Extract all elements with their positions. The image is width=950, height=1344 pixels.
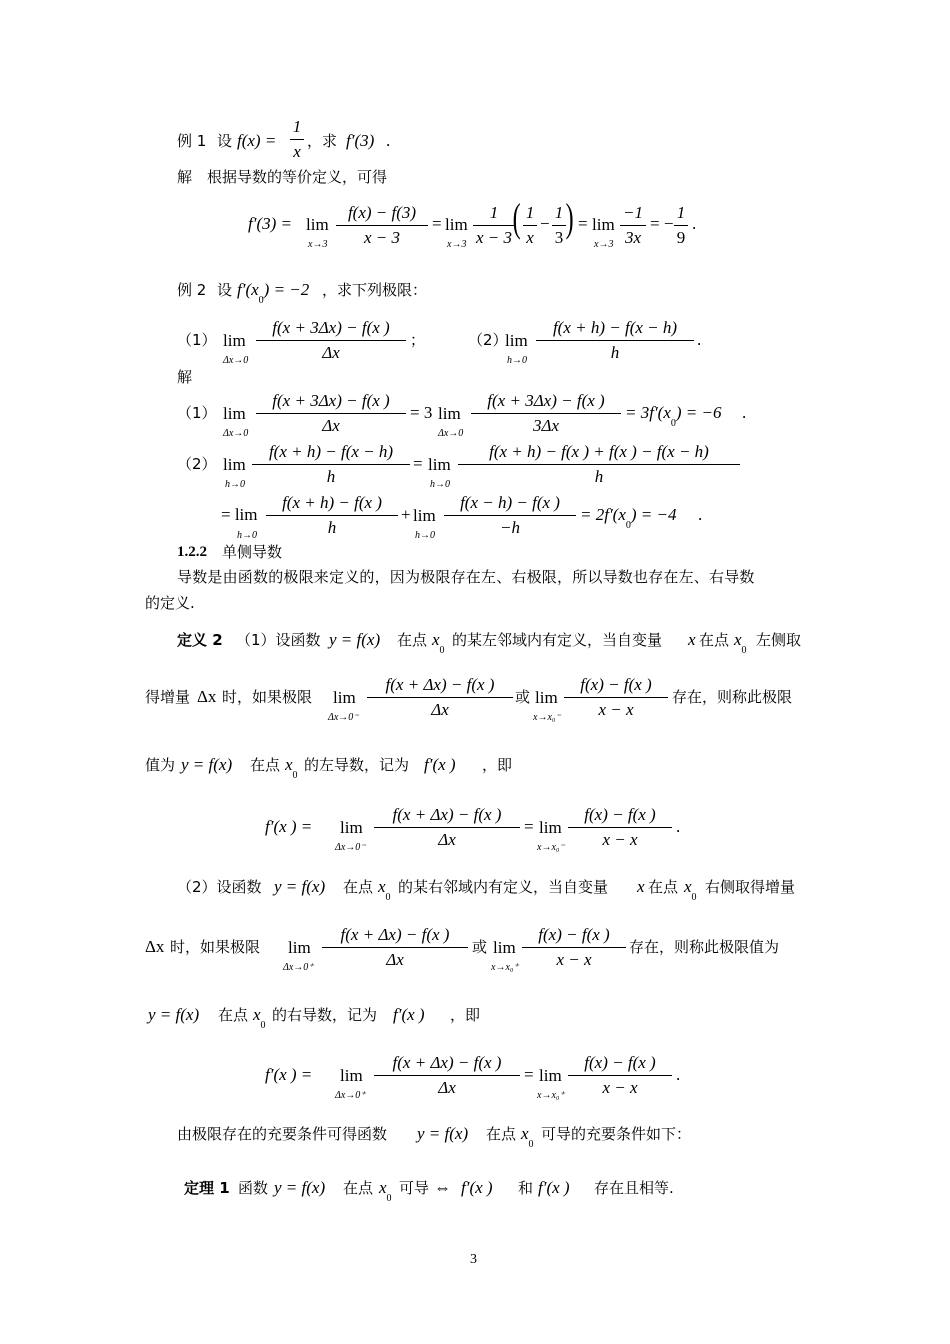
paragraph-2: 由极限存在的充要条件可得函数 bbox=[177, 1125, 388, 1143]
example-1-target: f′(3) bbox=[346, 131, 375, 150]
example-2-part-1: f(x + 3Δx) − f(x ) Δx bbox=[256, 319, 406, 363]
example-1-ask: ，求 bbox=[307, 132, 338, 150]
example-2-condition: $f'(x_0) = -2$ bbox=[237, 280, 310, 306]
right-derivative-lhs: f′(x ) = bbox=[265, 1065, 313, 1084]
left-derivative-lhs: f′(x ) = bbox=[265, 817, 313, 836]
solution-2-result-1: = $3f'(x_0) = -6$ bbox=[625, 403, 722, 429]
section-title: 单侧导数 bbox=[222, 543, 283, 561]
solution-2-label: 解 bbox=[177, 368, 193, 386]
example-2-label: 例 2 bbox=[177, 281, 207, 299]
theorem-1-label: 定理 1 bbox=[184, 1179, 230, 1197]
solution-1-fraction-1: f(x) − f(3) x − 3 bbox=[336, 204, 428, 248]
example-1-function: f(x) = bbox=[237, 131, 277, 150]
solution-1-lhs: f′(3) = bbox=[248, 214, 292, 233]
example-1-label: 例 1 bbox=[177, 132, 207, 150]
left-derivative-notation: f′(x ) bbox=[424, 755, 456, 774]
paragraph-1-line-2: 的定义. bbox=[145, 594, 195, 612]
page-number: 3 bbox=[470, 1252, 477, 1267]
right-derivative-notation: f′(x ) bbox=[393, 1005, 425, 1024]
section-number: 1.2.2 bbox=[177, 544, 207, 560]
solution-1-text: 根据导数的等价定义，可得 bbox=[207, 168, 388, 186]
solution-1-label: 解 bbox=[177, 168, 193, 186]
example-1-text: 设 bbox=[217, 132, 233, 150]
example-2-part-2: f(x + h) − f(x − h) h bbox=[536, 319, 694, 363]
example-1-fraction: 1 x bbox=[290, 118, 304, 162]
solution-1-fraction-2: 1 x − 3 bbox=[473, 204, 515, 248]
paragraph-1-line-1: 导数是由函数的极限来定义的，因为极限存在左、右极限，所以导数也存在左、右导数 bbox=[177, 568, 755, 586]
definition-2-label: 定义 2 bbox=[177, 631, 223, 649]
solution-2-result-2: = $2f'(x_0) = -4$ bbox=[580, 505, 677, 531]
